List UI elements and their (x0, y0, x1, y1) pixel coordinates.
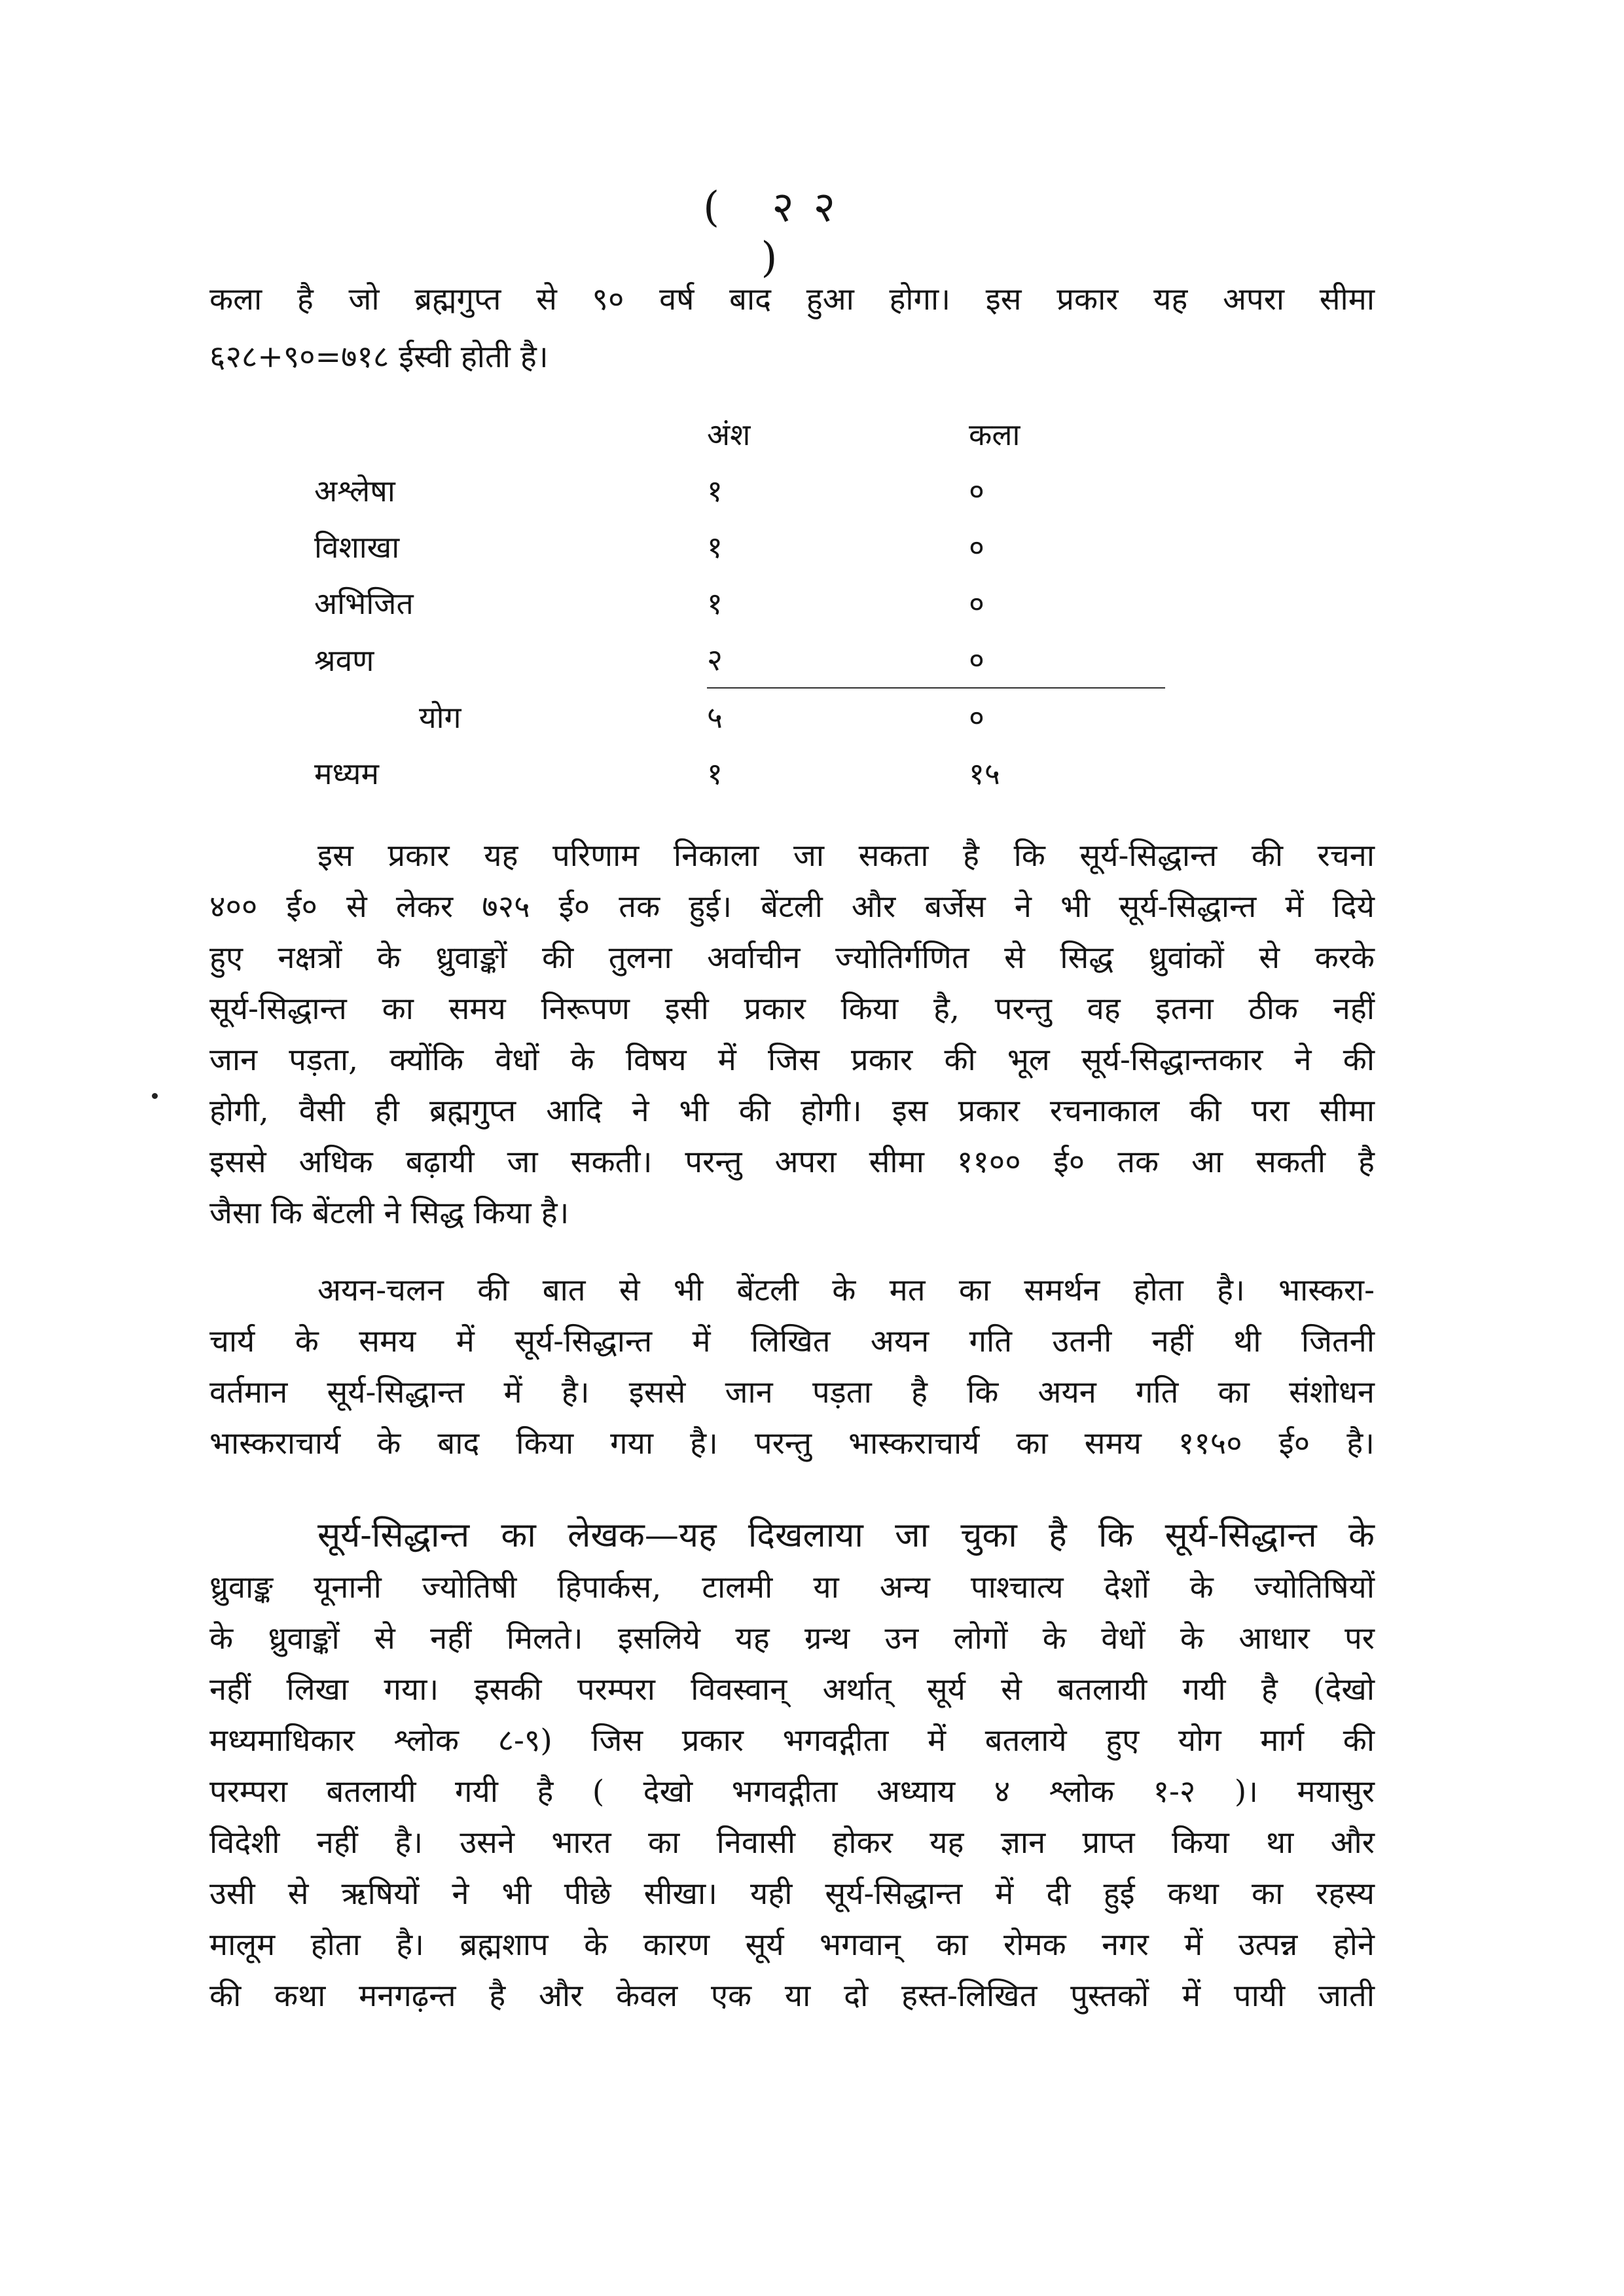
paragraph-3-line: मालूम होता है। ब्रह्मशाप के कारण सूर्य भगवान् का रोमक नगर में उत्पन्न होने (209, 1927, 1375, 1963)
table-header-kala: कला (969, 417, 1020, 452)
paragraph-3-line: नहीं लिखा गया। इसकी परम्परा विवस्वान् अर्थात् सूर्य से बतलायी गयी है (देखो (209, 1672, 1375, 1708)
table-header-ansh: अंश (707, 417, 751, 452)
nakshatra-name: विशाखा (314, 529, 400, 565)
table-row (314, 462, 1165, 518)
paragraph-1-line: जान पड़ता, क्योंकि वेधों के विषय में जिस प्रकार की भूल सूर्य-सिद्धान्तकार ने की (209, 1042, 1375, 1078)
ansh-value: १ (707, 473, 723, 509)
ink-speck (152, 1093, 158, 1099)
paragraph-3-line: के ध्रुवाङ्कों से नहीं मिलते। इसलिये यह ग्रन्थ उन लोगों के वेधों के आधार पर (209, 1621, 1375, 1657)
paragraph-1-line: सूर्य-सिद्धान्त का समय निरूपण इसी प्रकार किया है, परन्तु वह इतना ठीक नहीं (209, 991, 1375, 1027)
paragraph-1-line: होगी, वैसी ही ब्रह्मगुप्त आदि ने भी की होगी। इस प्रकार रचनाकाल की परा सीमा (209, 1093, 1375, 1129)
ansh-value: १ (707, 586, 723, 621)
nakshatra-name: अभिजित (314, 586, 414, 621)
ansh-value: १ (707, 529, 723, 565)
intro-line: कला है जो ब्रह्मगुप्त से ९० वर्ष बाद हुआ होगा। इस प्रकार यह अपरा सीमा (209, 281, 1375, 317)
paragraph-3-line: उसी से ऋषियों ने भी पीछे सीखा। यही सूर्य-सिद्धान्त में दी हुई कथा का रहस्य (209, 1876, 1375, 1912)
kala-value: ० (969, 642, 984, 677)
nakshatra-name: अश्लेषा (314, 473, 395, 509)
average-kala: १५ (969, 756, 1000, 791)
total-ansh: ५ (707, 688, 969, 745)
paragraph-1-line: इससे अधिक बढ़ायी जा सकती। परन्तु अपरा सीमा ११०० ई० तक आ सकती है (209, 1144, 1375, 1180)
kala-value: ० (969, 473, 984, 509)
table-header-name (314, 406, 707, 462)
kala-value: ० (969, 586, 984, 621)
average-label: मध्यम (314, 756, 379, 791)
nakshatra-name: श्रवण (314, 642, 374, 678)
kala-value: ० (969, 529, 984, 565)
paragraph-2-line: भास्कराचार्य के बाद किया गया है। परन्तु भास्कराचार्य का समय ११५० ई० है। (209, 1426, 1375, 1462)
section-heading-line: सूर्य-सिद्धान्त का लेखक—यह दिखलाया जा चुका है कि सूर्य-सिद्धान्त के (317, 1516, 1375, 1555)
paragraph-1-line: हुए नक्षत्रों के ध्रुवाङ्कों की तुलना अर्वाचीन ज्योतिर्गणित से सिद्ध ध्रुवांकों से करके (209, 940, 1375, 976)
table-header-row (314, 406, 1165, 462)
nakshatra-table (314, 406, 1165, 801)
ansh-value: २ (707, 642, 723, 677)
paragraph-3-line: विदेशी नहीं है। उसने भारत का निवासी होकर यह ज्ञान प्राप्त किया था और (209, 1825, 1375, 1861)
paragraph-3-line: मध्यमाधिकार श्लोक ८-९) जिस प्रकार भगवद्गीता में बतलाये हुए योग मार्ग की (209, 1723, 1375, 1759)
total-label: योग (419, 699, 461, 735)
page-number: ( २२ ) (703, 183, 855, 282)
paragraph-2-line: चार्य के समय में सूर्य-सिद्धान्त में लिखित अयन गति उतनी नहीं थी जितनी (209, 1323, 1375, 1359)
table-row (314, 631, 1165, 688)
table-row (314, 518, 1165, 575)
paragraph-2-line: अयन-चलन की बात से भी बेंटली के मत का समर्थन होता है। भास्करा- (317, 1272, 1375, 1308)
average-ansh: १ (707, 756, 723, 791)
paragraph-1-line: इस प्रकार यह परिणाम निकाला जा सकता है कि सूर्य-सिद्धान्त की रचना (317, 838, 1375, 874)
table-average-row (314, 745, 1165, 801)
paragraph-3-line: ध्रुवाङ्क यूनानी ज्योतिषी हिपार्कस, टालमी या अन्य पाश्चात्य देशों के ज्योतिषियों (209, 1570, 1375, 1605)
intro-line: ६२८+९०=७१८ ईस्वी होती है। (209, 339, 549, 375)
paragraph-1-line: जैसा कि बेंटली ने सिद्ध किया है। (209, 1195, 569, 1231)
table-total-row (314, 688, 1165, 745)
paragraph-1-line: ४०० ई० से लेकर ७२५ ई० तक हुई। बेंटली और बर्जेस ने भी सूर्य-सिद्धान्त में दिये (209, 889, 1375, 925)
paragraph-3-line: परम्परा बतलायी गयी है ( देखो भगवद्गीता अध्याय ४ श्लोक १-२ )। मयासुर (209, 1774, 1375, 1810)
total-kala: ० (969, 688, 1165, 745)
paragraph-2-line: वर्तमान सूर्य-सिद्धान्त में है। इससे जान पड़ता है कि अयन गति का संशोधन (209, 1374, 1375, 1410)
table-row (314, 575, 1165, 631)
paragraph-3-line: की कथा मनगढ़न्त है और केवल एक या दो हस्त-लिखित पुस्तकों में पायी जाती (209, 1978, 1375, 2014)
